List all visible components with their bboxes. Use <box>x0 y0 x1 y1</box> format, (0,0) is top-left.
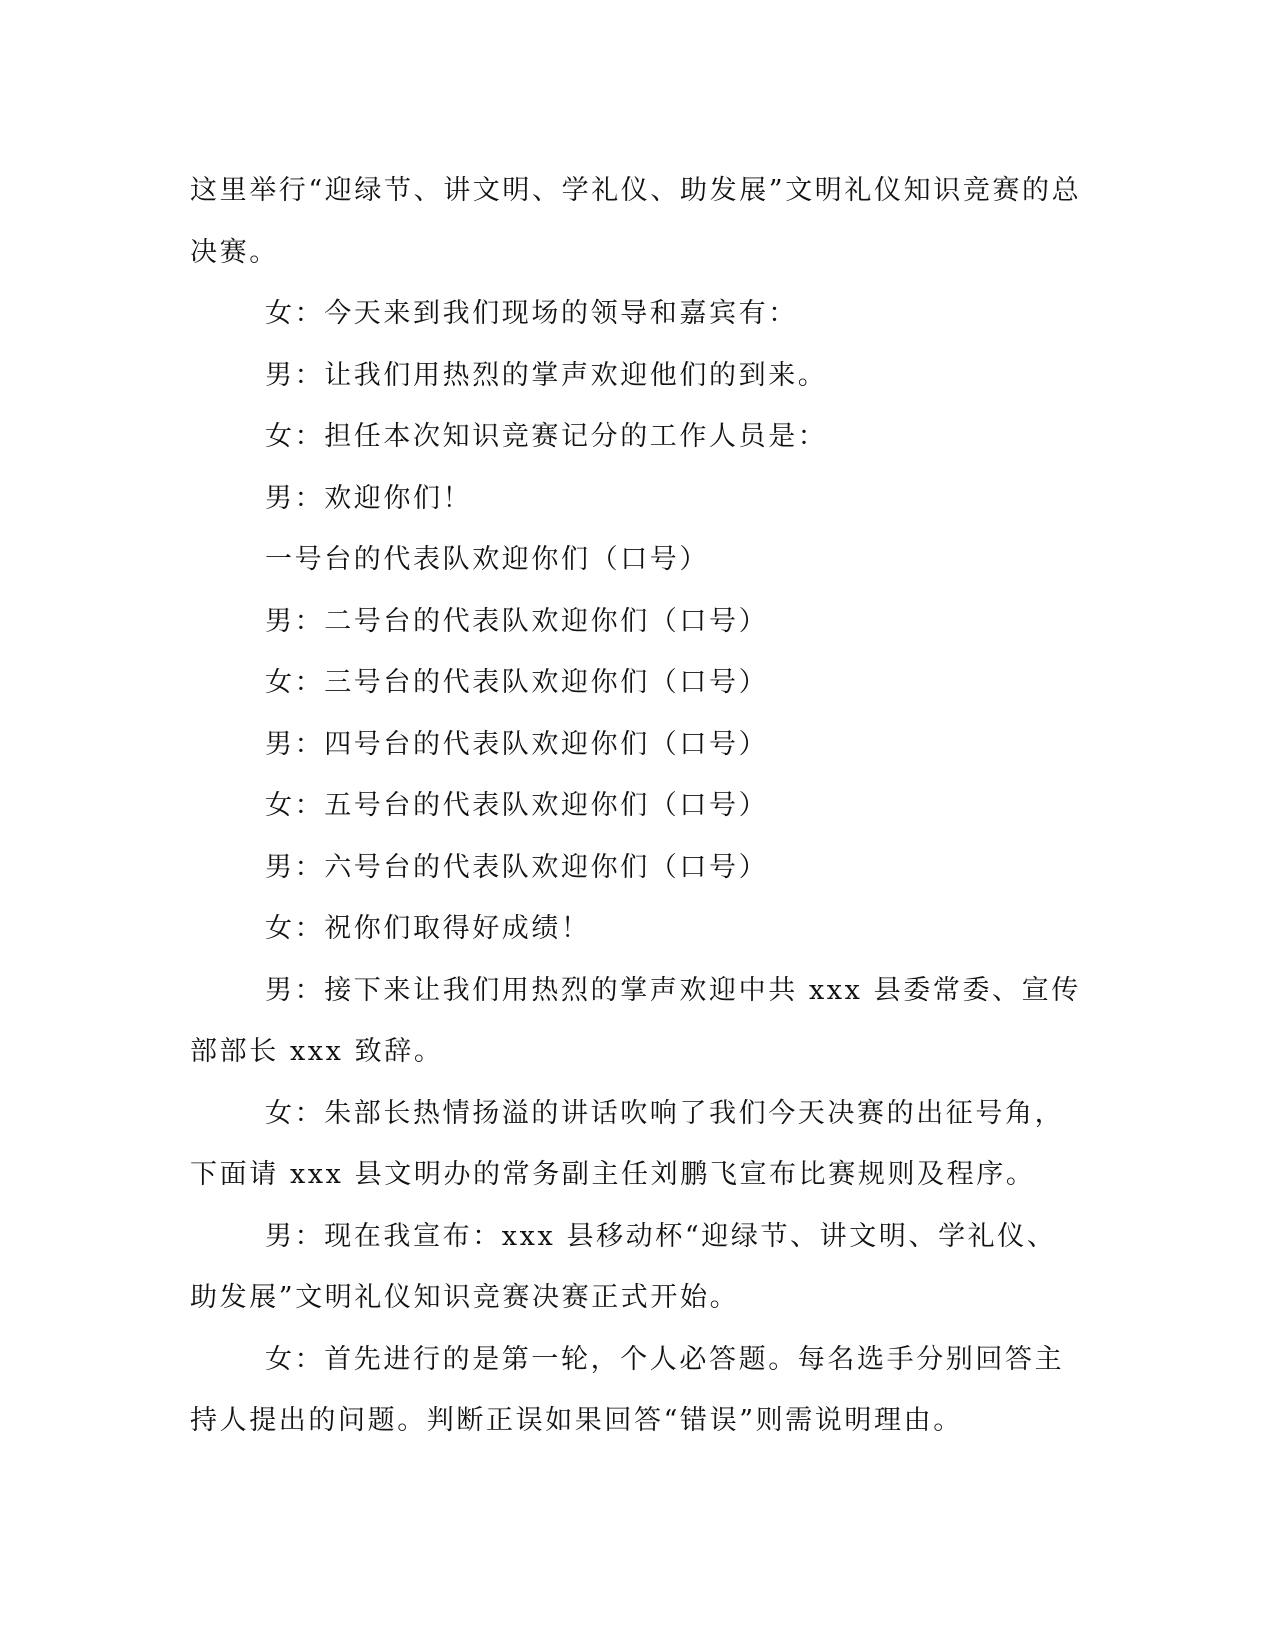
paragraph-team-6: 男：六号台的代表队欢迎你们（口号） <box>265 851 769 883</box>
paragraph-welcome-you: 男：欢迎你们！ <box>265 482 473 514</box>
paragraph-team-3: 女：三号台的代表队欢迎你们（口号） <box>265 667 769 698</box>
paragraph-start-announcement: 男：现在我宣布：xxx 县移动杯“迎绿节、讲文明、学礼仪、助发展”文明礼仪知识竞赛决赛正式开始。 <box>190 1220 1057 1313</box>
paragraph-round-one: 女：首先进行的是第一轮，个人必答题。每名选手分别回答主持人提出的问题。判断正误如果回答“错误”则需说明理由。 <box>190 1343 1065 1436</box>
paragraph-opening: 这里举行“迎绿节、讲文明、学礼仪、助发展”文明礼仪知识竞赛的总决赛。 <box>190 175 1082 268</box>
paragraph-speech-intro: 男：接下来让我们用热烈的掌声欢迎中共 xxx 县委常委、宣传部部长 xxx 致辞。 <box>190 974 1081 1067</box>
paragraph-leaders-guests: 女：今天来到我们现场的领导和嘉宾有： <box>265 298 798 329</box>
paragraph-good-luck: 女：祝你们取得好成绩！ <box>265 913 591 944</box>
document-body <box>190 160 1085 1452</box>
paragraph-team-1: 一号台的代表队欢迎你们（口号） <box>265 544 709 575</box>
paragraph-rules-intro: 女：朱部长热情扬溢的讲话吹响了我们今天决赛的出征号角，下面请 xxx 县文明办的常务副主任刘鹏飞宣布比赛规则及程序。 <box>190 1097 1065 1190</box>
paragraph-team-2: 男：二号台的代表队欢迎你们（口号） <box>265 605 769 637</box>
paragraph-team-4: 男：四号台的代表队欢迎你们（口号） <box>265 728 769 760</box>
paragraph-scorekeepers: 女：担任本次知识竞赛记分的工作人员是： <box>265 421 828 452</box>
paragraph-team-5: 女：五号台的代表队欢迎你们（口号） <box>265 790 769 821</box>
paragraph-welcome-applause: 男：让我们用热烈的掌声欢迎他们的到来。 <box>265 359 828 391</box>
